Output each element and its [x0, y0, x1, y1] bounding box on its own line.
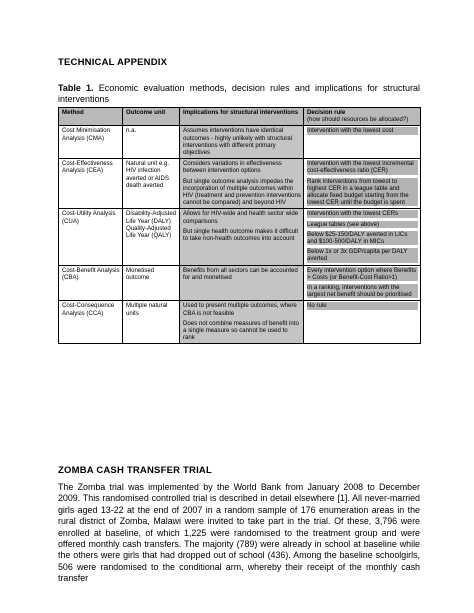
header-decision-subtitle: (how should resources be allocated?) [307, 116, 409, 124]
cell-decision-line: League tables (see above) [307, 221, 418, 228]
trial-title: ZOMBA CASH TRANSFER TRIAL [58, 465, 212, 476]
cell-implications [180, 265, 304, 301]
table-caption [58, 83, 420, 105]
cell-implications-line: Used to present multiple outcomes, where CBA is not feasible [183, 302, 297, 317]
cell-implications [180, 159, 304, 209]
cell-method: Cost-Effectiveness Analysis (CEA) [59, 159, 123, 209]
cell-decision-line: Intervention with the lowest cost [307, 127, 418, 134]
cell-implications-line: Benefits from all sectors can be accounted for and monetised [183, 266, 298, 281]
table-header-row [59, 108, 421, 126]
cell-implications-line: Assumes interventions have identical outcomes - highly unlikely with structural interventions with different primary objectives [183, 127, 293, 157]
cell-decision-line: In a ranking, interventions with the largest net benefit should be prioritised [307, 284, 418, 298]
table-row [59, 301, 421, 344]
header-decision-title: Decision rule [307, 109, 346, 116]
cell-decision-line: Intervention with the lowest incremental cost-effectiveness ratio (CER) [307, 160, 418, 174]
cell-outcome: n.a. [123, 126, 180, 159]
cell-outcome: Disability-Adjusted Life Year (DALY) Quality-Adjusted Life Year (QALY) [123, 209, 180, 265]
cell-decision-line: No rule [307, 302, 418, 309]
table-row [59, 159, 421, 209]
cell-implications [180, 301, 304, 344]
table-row [59, 265, 421, 301]
cell-decision [304, 301, 421, 344]
cell-outcome: Multiple natural units [123, 301, 180, 344]
cell-outcome: Natural unit e.g. HIV infection averted or AIDS death averted [123, 159, 180, 209]
cell-method: Cost-Consequence Analysis (CCA) [59, 301, 123, 344]
table-caption-label: Table 1. [58, 83, 94, 93]
cell-decision [304, 265, 421, 301]
cell-decision-line: Rank interventions from lowest to highest CER in a league table and allocate fixed budget starting from the lowest CER until the budget is spent [307, 178, 418, 207]
cell-decision-line: Below 1x or 3x GDP/capita per DALY averted [307, 248, 418, 262]
trial-paragraph: The Zomba trial was implemented by the World Bank from January 2008 to December 2009. This randomised controlled trial is described in detail elsewhere [1]. All never-married girls aged 13-22 at the end of 2007 in a random sample of 176 enumeration areas in the rural district of Zomba, Malawi were invited to take part in the trial. Of these, 3,796 were enrolled at baseline, of which 1,225 were randomised to the treatment group and were offered monthly cash transfers. The majority (789) were already in school at baseline while the others were girls that had dropped out of school (436). Among the baseline schoolgirls, 506 were randomised to the conditional arm, whereby their receipt of the monthly cash transfer [58, 482, 420, 584]
cell-method: Cost-Utility Analysis (CUA) [59, 209, 123, 265]
cell-method: Cost-Benefit Analysis (CBA) [59, 265, 123, 301]
cell-decision [304, 126, 421, 159]
cell-decision [304, 159, 421, 209]
cell-implications-line: Considers variations in effectiveness between intervention options [183, 160, 282, 175]
cell-method: Cost Minimisation Analysis (CMA) [59, 126, 123, 159]
header-decision [304, 108, 421, 126]
cell-implications-line: Does not combine measures of benefit into a single measure so cannot be used to rank [183, 319, 299, 342]
section-title: TECHNICAL APPENDIX [58, 57, 168, 68]
table-row [59, 126, 421, 159]
cell-decision [304, 209, 421, 265]
evaluation-methods-table [58, 107, 421, 344]
cell-decision-line: Intervention with the lowest CERs [307, 210, 418, 217]
cell-implications-line: But single health outcome makes it difficult to take non-health outcomes into account [183, 227, 299, 243]
cell-implications-line: But single outcome analysis impedes the incorporation of multiple outcomes within HIV (treatment and prevention interventions cannot be compared) and beyond HIV [183, 177, 301, 207]
cell-decision-line: Every intervention option where Benefits > Costs (or Benefit-Cost Ratio>1) [307, 266, 417, 281]
cell-implications [180, 209, 304, 265]
cell-implications-line: Allows for HIV-wide and health sector wide comparisons [183, 210, 299, 225]
cell-implications [180, 126, 304, 159]
header-method: Method [59, 108, 123, 126]
table-caption-text: Economic evaluation methods, decision rules and implications for structural interventions [58, 83, 420, 104]
cell-decision-line: Below $25-150/DALY averted in LICs and $100-500/DALY in MICs [307, 231, 418, 245]
table-row [59, 209, 421, 265]
cell-outcome: Monetised outcome [123, 265, 180, 301]
header-outcome: Outcome unit [123, 108, 180, 126]
header-implications: Implications for structural interventions [180, 108, 304, 126]
